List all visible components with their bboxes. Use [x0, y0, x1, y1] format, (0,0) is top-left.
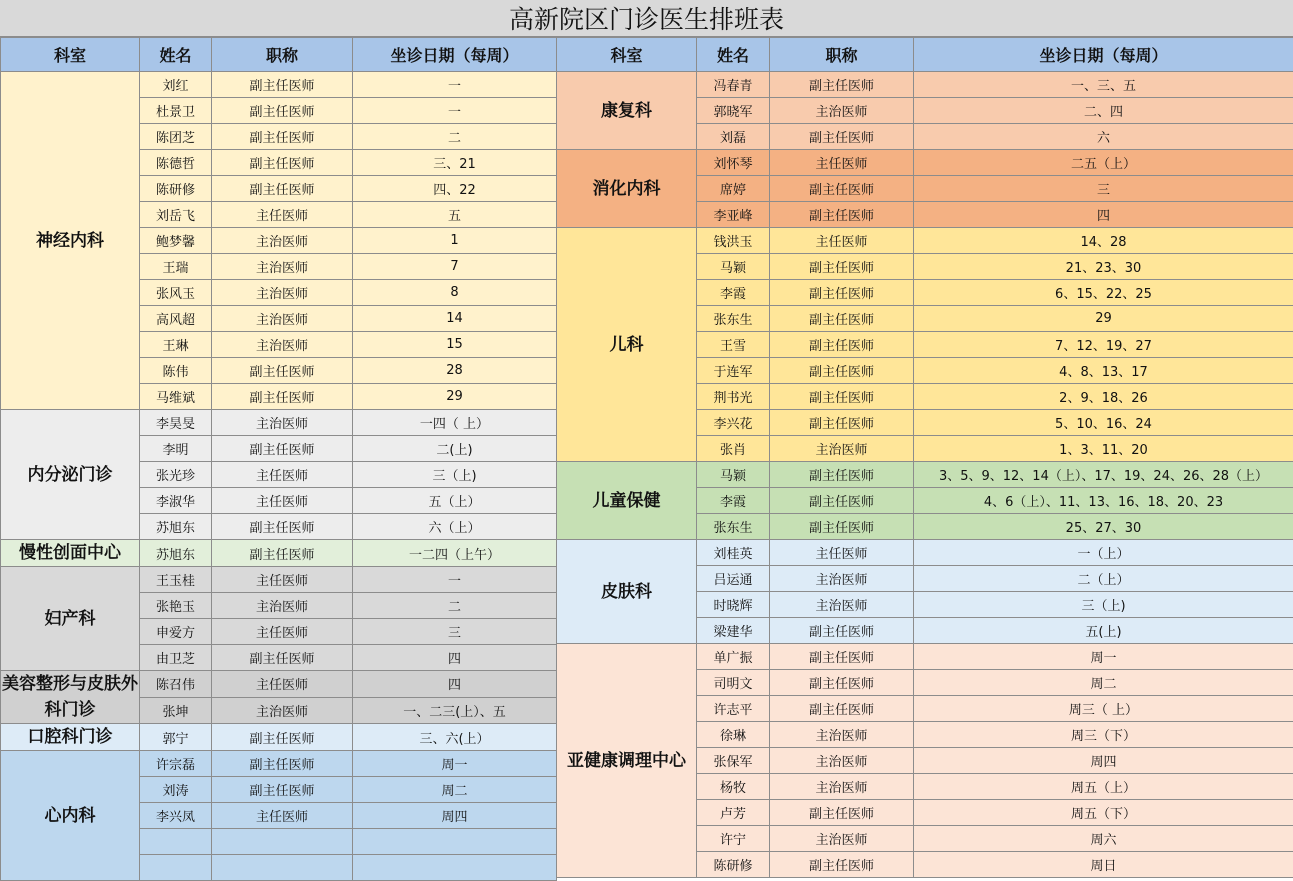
clinic-days-cell: 一	[353, 567, 557, 593]
doctor-name-cell: 郭宁	[140, 724, 212, 751]
clinic-days-cell: 三、六(上）	[353, 724, 557, 751]
doctor-name-cell: 李兴凤	[140, 803, 212, 829]
doctor-title-cell: 副主任医师	[212, 777, 353, 803]
doctor-name-cell: 张坤	[140, 697, 212, 724]
doctor-title-cell: 副主任医师	[770, 254, 914, 280]
clinic-days-cell: 三（上)	[914, 592, 1293, 618]
doctor-title-cell: 主任医师	[212, 488, 353, 514]
table-row	[1, 671, 557, 698]
doctor-title-cell: 副主任医师	[770, 800, 914, 826]
doctor-title-cell: 副主任医师	[770, 618, 914, 644]
doctor-name-cell	[140, 855, 212, 881]
doctor-title-cell: 主治医师	[212, 280, 353, 306]
header-days: 坐诊日期（每周）	[353, 38, 557, 72]
clinic-days-cell: 周日	[914, 852, 1293, 878]
clinic-days-cell: 三（上)	[353, 462, 557, 488]
doctor-name-cell: 时晓辉	[697, 592, 770, 618]
doctor-name-cell: 张肖	[697, 436, 770, 462]
clinic-days-cell: 周三（ 上）	[914, 696, 1293, 722]
header-title: 职称	[770, 38, 914, 72]
doctor-title-cell: 主治医师	[770, 826, 914, 852]
doctor-title-cell: 主治医师	[212, 228, 353, 254]
doctor-title-cell: 主任医师	[212, 803, 353, 829]
doctor-title-cell: 主治医师	[770, 748, 914, 774]
doctor-title-cell: 副主任医师	[212, 384, 353, 410]
doctor-title-cell	[212, 829, 353, 855]
doctor-name-cell: 吕运通	[697, 566, 770, 592]
doctor-name-cell: 王雪	[697, 332, 770, 358]
clinic-days-cell: 6、15、22、25	[914, 280, 1293, 306]
department-cell: 妇产科	[1, 567, 140, 671]
clinic-days-cell: 周五（上）	[914, 774, 1293, 800]
doctor-title-cell: 副主任医师	[770, 124, 914, 150]
clinic-days-cell: 28	[353, 358, 557, 384]
clinic-days-cell: 六（上）	[353, 514, 557, 540]
right-schedule-table	[556, 37, 1293, 878]
table-row	[1, 72, 557, 98]
doctor-title-cell: 主治医师	[770, 592, 914, 618]
department-cell: 儿科	[557, 228, 697, 462]
clinic-days-cell: 7、12、19、27	[914, 332, 1293, 358]
doctor-name-cell: 马颖	[697, 254, 770, 280]
clinic-days-cell: 一、二三(上）、五	[353, 697, 557, 724]
doctor-name-cell: 李明	[140, 436, 212, 462]
doctor-title-cell: 副主任医师	[770, 410, 914, 436]
doctor-name-cell: 许宗磊	[140, 751, 212, 777]
doctor-name-cell: 于连军	[697, 358, 770, 384]
doctor-title-cell: 副主任医师	[770, 332, 914, 358]
clinic-days-cell: 周四	[914, 748, 1293, 774]
doctor-name-cell: 申爱方	[140, 619, 212, 645]
doctor-title-cell: 副主任医师	[770, 202, 914, 228]
doctor-name-cell: 杜景卫	[140, 98, 212, 124]
clinic-days-cell: 二五（上）	[914, 150, 1293, 176]
doctor-name-cell: 陈德哲	[140, 150, 212, 176]
clinic-days-cell: 六	[914, 124, 1293, 150]
doctor-name-cell: 马维斌	[140, 384, 212, 410]
doctor-name-cell: 李霞	[697, 280, 770, 306]
clinic-days-cell: 周三（下）	[914, 722, 1293, 748]
clinic-days-cell: 二	[353, 124, 557, 150]
table-row	[557, 644, 1293, 670]
doctor-name-cell: 张光珍	[140, 462, 212, 488]
clinic-days-cell: 五	[353, 202, 557, 228]
doctor-title-cell: 主治医师	[770, 566, 914, 592]
clinic-days-cell: 21、23、30	[914, 254, 1293, 280]
clinic-days-cell: 一四（ 上）	[353, 410, 557, 436]
doctor-title-cell: 副主任医师	[212, 176, 353, 202]
department-cell: 神经内科	[1, 72, 140, 410]
clinic-days-cell: 四	[353, 671, 557, 698]
department-cell: 亚健康调理中心	[557, 644, 697, 878]
doctor-title-cell: 主任医师	[212, 567, 353, 593]
doctor-title-cell: 主治医师	[770, 722, 914, 748]
clinic-days-cell: 14、28	[914, 228, 1293, 254]
doctor-name-cell: 冯春青	[697, 72, 770, 98]
clinic-days-cell: 25、27、30	[914, 514, 1293, 540]
doctor-title-cell: 副主任医师	[212, 358, 353, 384]
doctor-title-cell: 主治医师	[212, 332, 353, 358]
department-cell: 内分泌门诊	[1, 410, 140, 540]
doctor-name-cell: 荆书光	[697, 384, 770, 410]
doctor-title-cell: 副主任医师	[770, 852, 914, 878]
doctor-title-cell: 副主任医师	[770, 514, 914, 540]
sheet-title: 高新院区门诊医生排班表	[0, 0, 1293, 37]
doctor-title-cell: 副主任医师	[770, 176, 914, 202]
clinic-days-cell: 14	[353, 306, 557, 332]
doctor-name-cell: 张风玉	[140, 280, 212, 306]
doctor-title-cell: 主治医师	[770, 436, 914, 462]
doctor-name-cell: 钱洪玉	[697, 228, 770, 254]
table-row	[1, 540, 557, 567]
doctor-title-cell: 主任医师	[212, 202, 353, 228]
doctor-name-cell: 陈伟	[140, 358, 212, 384]
doctor-name-cell: 司明文	[697, 670, 770, 696]
doctor-name-cell: 苏旭东	[140, 514, 212, 540]
table-row	[1, 751, 557, 777]
doctor-name-cell: 陈召伟	[140, 671, 212, 698]
department-cell: 皮肤科	[557, 540, 697, 644]
doctor-title-cell: 副主任医师	[212, 645, 353, 671]
clinic-days-cell: 二(上)	[353, 436, 557, 462]
clinic-days-cell: 3、5、9、12、14（上）、17、19、24、26、28（上）	[914, 462, 1293, 488]
doctor-title-cell: 副主任医师	[212, 724, 353, 751]
header-row	[1, 38, 557, 72]
doctor-name-cell: 马颖	[697, 462, 770, 488]
doctor-title-cell: 主治医师	[212, 254, 353, 280]
doctor-title-cell: 主任医师	[212, 671, 353, 698]
table-row	[557, 540, 1293, 566]
department-cell: 康复科	[557, 72, 697, 150]
doctor-name-cell: 李亚峰	[697, 202, 770, 228]
clinic-days-cell: 周二	[353, 777, 557, 803]
doctor-name-cell: 王玉桂	[140, 567, 212, 593]
doctor-title-cell: 副主任医师	[212, 124, 353, 150]
clinic-days-cell: 三	[914, 176, 1293, 202]
doctor-title-cell: 主任医师	[770, 540, 914, 566]
clinic-days-cell: 8	[353, 280, 557, 306]
doctor-name-cell: 刘岳飞	[140, 202, 212, 228]
doctor-title-cell: 副主任医师	[212, 540, 353, 567]
clinic-days-cell: 周一	[914, 644, 1293, 670]
clinic-days-cell: 1	[353, 228, 557, 254]
clinic-days-cell	[353, 855, 557, 881]
left-schedule-table	[0, 37, 557, 881]
clinic-days-cell: 一	[353, 72, 557, 98]
table-row	[557, 72, 1293, 98]
doctor-name-cell: 张艳玉	[140, 593, 212, 619]
doctor-title-cell: 主治医师	[212, 593, 353, 619]
header-days: 坐诊日期（每周）	[914, 38, 1293, 72]
doctor-name-cell: 陈研修	[140, 176, 212, 202]
clinic-days-cell: 周四	[353, 803, 557, 829]
table-row	[1, 410, 557, 436]
doctor-title-cell: 主治医师	[770, 98, 914, 124]
doctor-name-cell: 李兴花	[697, 410, 770, 436]
clinic-days-cell: 2、9、18、26	[914, 384, 1293, 410]
doctor-title-cell: 副主任医师	[212, 150, 353, 176]
doctor-name-cell: 单广振	[697, 644, 770, 670]
clinic-days-cell: 四	[914, 202, 1293, 228]
doctor-title-cell: 副主任医师	[770, 488, 914, 514]
doctor-name-cell: 由卫芝	[140, 645, 212, 671]
doctor-title-cell: 副主任医师	[770, 72, 914, 98]
table-row	[1, 724, 557, 751]
clinic-days-cell: 三、21	[353, 150, 557, 176]
clinic-days-cell: 7	[353, 254, 557, 280]
table-row	[557, 150, 1293, 176]
clinic-days-cell: 四、22	[353, 176, 557, 202]
clinic-days-cell: 1、3、11、20	[914, 436, 1293, 462]
clinic-days-cell: 一、三、五	[914, 72, 1293, 98]
clinic-days-cell: 5、10、16、24	[914, 410, 1293, 436]
doctor-name-cell: 梁建华	[697, 618, 770, 644]
clinic-days-cell: 四	[353, 645, 557, 671]
clinic-days-cell: 15	[353, 332, 557, 358]
doctor-title-cell: 主治医师	[212, 306, 353, 332]
doctor-title-cell: 主任医师	[212, 462, 353, 488]
clinic-days-cell: 二、四	[914, 98, 1293, 124]
doctor-title-cell: 副主任医师	[212, 98, 353, 124]
doctor-title-cell: 主任医师	[770, 228, 914, 254]
clinic-days-cell: 周二	[914, 670, 1293, 696]
doctor-title-cell: 副主任医师	[770, 462, 914, 488]
doctor-name-cell: 陈团芝	[140, 124, 212, 150]
clinic-days-cell: 五(上)	[914, 618, 1293, 644]
clinic-days-cell: 五（上）	[353, 488, 557, 514]
doctor-name-cell: 许宁	[697, 826, 770, 852]
clinic-days-cell: 一（上）	[914, 540, 1293, 566]
department-cell: 儿童保健	[557, 462, 697, 540]
doctor-name-cell: 刘怀琴	[697, 150, 770, 176]
clinic-days-cell: 一	[353, 98, 557, 124]
doctor-name-cell: 刘红	[140, 72, 212, 98]
doctor-name-cell: 刘桂英	[697, 540, 770, 566]
doctor-title-cell: 副主任医师	[770, 384, 914, 410]
doctor-title-cell: 主治医师	[770, 774, 914, 800]
clinic-days-cell: 4、6（上）、11、13、16、18、20、23	[914, 488, 1293, 514]
header-dept: 科室	[1, 38, 140, 72]
doctor-name-cell: 徐琳	[697, 722, 770, 748]
clinic-days-cell: 一二四（上午）	[353, 540, 557, 567]
doctor-title-cell: 主治医师	[212, 410, 353, 436]
doctor-title-cell: 副主任医师	[770, 358, 914, 384]
doctor-title-cell: 副主任医师	[770, 670, 914, 696]
clinic-days-cell: 周一	[353, 751, 557, 777]
doctor-name-cell: 张保军	[697, 748, 770, 774]
doctor-title-cell: 主任医师	[212, 619, 353, 645]
clinic-days-cell: 二（上）	[914, 566, 1293, 592]
header-row	[557, 38, 1293, 72]
doctor-title-cell: 主治医师	[212, 697, 353, 724]
doctor-name-cell	[140, 829, 212, 855]
header-title: 职称	[212, 38, 353, 72]
table-row	[1, 567, 557, 593]
doctor-title-cell: 副主任医师	[770, 644, 914, 670]
doctor-name-cell: 苏旭东	[140, 540, 212, 567]
doctor-title-cell: 副主任医师	[770, 280, 914, 306]
clinic-days-cell: 三	[353, 619, 557, 645]
doctor-name-cell: 刘磊	[697, 124, 770, 150]
doctor-name-cell: 席婷	[697, 176, 770, 202]
table-row	[557, 228, 1293, 254]
doctor-name-cell: 李霞	[697, 488, 770, 514]
doctor-name-cell: 卢芳	[697, 800, 770, 826]
doctor-title-cell: 副主任医师	[212, 751, 353, 777]
doctor-title-cell: 主任医师	[770, 150, 914, 176]
doctor-name-cell: 张东生	[697, 306, 770, 332]
doctor-title-cell: 副主任医师	[770, 696, 914, 722]
doctor-name-cell: 李昊旻	[140, 410, 212, 436]
doctor-name-cell: 高风超	[140, 306, 212, 332]
department-cell: 心内科	[1, 751, 140, 881]
doctor-name-cell: 李淑华	[140, 488, 212, 514]
doctor-title-cell: 副主任医师	[770, 306, 914, 332]
doctor-title-cell: 副主任医师	[212, 72, 353, 98]
clinic-days-cell: 周五（下）	[914, 800, 1293, 826]
clinic-days-cell	[353, 829, 557, 855]
department-cell: 美容整形与皮肤外科门诊	[1, 671, 140, 724]
doctor-title-cell: 副主任医师	[212, 436, 353, 462]
clinic-days-cell: 二	[353, 593, 557, 619]
doctor-name-cell: 陈研修	[697, 852, 770, 878]
doctor-name-cell: 王瑞	[140, 254, 212, 280]
clinic-days-cell: 周六	[914, 826, 1293, 852]
clinic-days-cell: 4、8、13、17	[914, 358, 1293, 384]
clinic-days-cell: 29	[914, 306, 1293, 332]
doctor-name-cell: 王琳	[140, 332, 212, 358]
doctor-title-cell: 副主任医师	[212, 514, 353, 540]
doctor-name-cell: 许志平	[697, 696, 770, 722]
doctor-name-cell: 杨牧	[697, 774, 770, 800]
header-dept: 科室	[557, 38, 697, 72]
doctor-title-cell	[212, 855, 353, 881]
doctor-name-cell: 张东生	[697, 514, 770, 540]
doctor-name-cell: 郭晓军	[697, 98, 770, 124]
header-name: 姓名	[140, 38, 212, 72]
table-row	[557, 462, 1293, 488]
department-cell: 口腔科门诊	[1, 724, 140, 751]
department-cell: 消化内科	[557, 150, 697, 228]
department-cell: 慢性创面中心	[1, 540, 140, 567]
doctor-name-cell: 鲍梦馨	[140, 228, 212, 254]
doctor-name-cell: 刘涛	[140, 777, 212, 803]
clinic-days-cell: 29	[353, 384, 557, 410]
header-name: 姓名	[697, 38, 770, 72]
